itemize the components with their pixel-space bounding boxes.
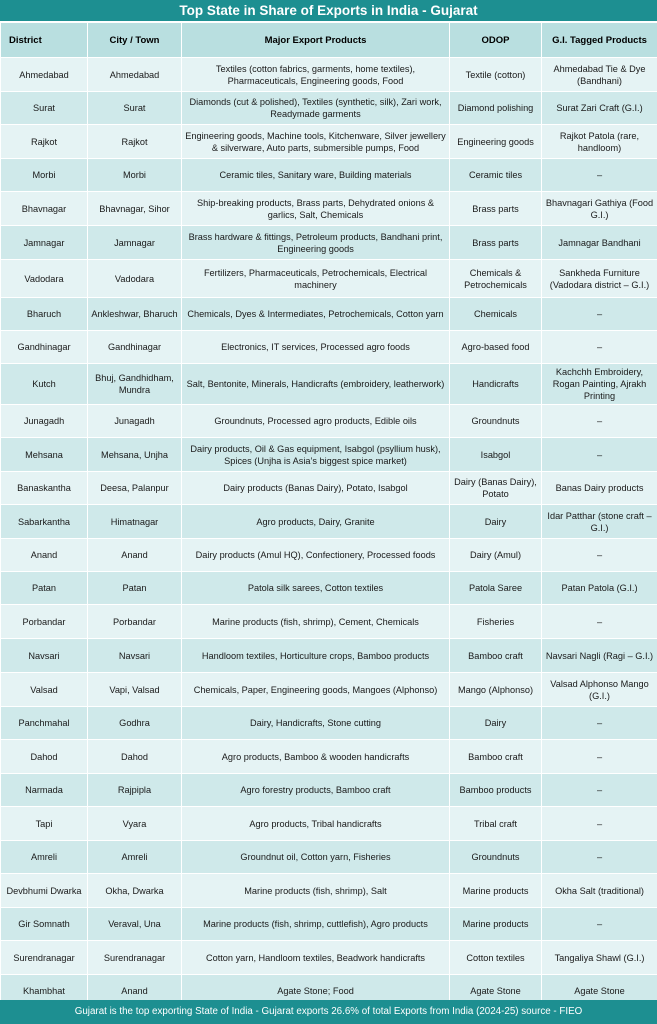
gi-cell: Navsari Nagli (Ragi – G.I.) bbox=[542, 639, 657, 673]
city-cell: Godhra bbox=[88, 707, 182, 740]
district-cell: Surat bbox=[1, 92, 88, 125]
header-products: Major Export Products bbox=[182, 23, 450, 58]
products-cell: Agate Stone; Food bbox=[182, 975, 450, 1008]
odop-cell: Patola Saree bbox=[450, 572, 542, 605]
district-cell: Surendranagar bbox=[1, 941, 88, 975]
city-cell: Okha, Dwarka bbox=[88, 874, 182, 908]
odop-cell: Handicrafts bbox=[450, 364, 542, 405]
district-cell: Dahod bbox=[1, 740, 88, 774]
products-cell: Marine products (fish, shrimp), Cement, Chemicals bbox=[182, 605, 450, 639]
city-cell: Mehsana, Unjha bbox=[88, 438, 182, 472]
city-cell: Ahmedabad bbox=[88, 58, 182, 92]
products-cell: Groundnut oil, Cotton yarn, Fisheries bbox=[182, 841, 450, 874]
gi-cell: – bbox=[542, 740, 657, 774]
district-cell: Bharuch bbox=[1, 298, 88, 331]
gi-cell: Bhavnagari Gathiya (Food G.I.) bbox=[542, 192, 657, 226]
odop-cell: Agate Stone bbox=[450, 975, 542, 1008]
odop-cell: Cotton textiles bbox=[450, 941, 542, 975]
table-row bbox=[1, 740, 657, 774]
city-cell: Bhavnagar, Sihor bbox=[88, 192, 182, 226]
odop-cell: Bamboo products bbox=[450, 774, 542, 807]
city-cell: Ankleshwar, Bharuch bbox=[88, 298, 182, 331]
table-row bbox=[1, 125, 657, 159]
district-cell: Mehsana bbox=[1, 438, 88, 472]
odop-cell: Bamboo craft bbox=[450, 639, 542, 673]
odop-cell: Marine products bbox=[450, 908, 542, 941]
table-row bbox=[1, 707, 657, 740]
district-cell: Patan bbox=[1, 572, 88, 605]
footer-note: Gujarat is the top exporting State of India - Gujarat exports 26.6% of total Exports from India (2024-25) source - FIEO bbox=[0, 1000, 657, 1024]
table-row bbox=[1, 405, 657, 438]
city-cell: Vadodara bbox=[88, 260, 182, 298]
city-cell: Bhuj, Gandhidham, Mundra bbox=[88, 364, 182, 405]
table-row bbox=[1, 673, 657, 707]
gi-cell: Kachchh Embroidery, Rogan Painting, Ajrakh Printing bbox=[542, 364, 657, 405]
gi-cell: – bbox=[542, 908, 657, 941]
products-cell: Cotton yarn, Handloom textiles, Beadwork handicrafts bbox=[182, 941, 450, 975]
table-row bbox=[1, 639, 657, 673]
odop-cell: Chemicals & Petrochemicals bbox=[450, 260, 542, 298]
odop-cell: Dairy bbox=[450, 707, 542, 740]
gi-cell: – bbox=[542, 539, 657, 572]
gi-cell: Idar Patthar (stone craft – G.I.) bbox=[542, 505, 657, 539]
products-cell: Textiles (cotton fabrics, garments, home textiles), Pharmaceuticals, Engineering goods, Food bbox=[182, 58, 450, 92]
table-row bbox=[1, 472, 657, 505]
district-cell: Navsari bbox=[1, 639, 88, 673]
table-row bbox=[1, 539, 657, 572]
table-row bbox=[1, 941, 657, 975]
products-cell: Agro products, Dairy, Granite bbox=[182, 505, 450, 539]
city-cell: Porbandar bbox=[88, 605, 182, 639]
header-odop: ODOP bbox=[450, 23, 542, 58]
city-cell: Himatnagar bbox=[88, 505, 182, 539]
table-row bbox=[1, 841, 657, 874]
city-cell: Morbi bbox=[88, 159, 182, 192]
gi-cell: – bbox=[542, 405, 657, 438]
table-row bbox=[1, 505, 657, 539]
gi-cell: Okha Salt (traditional) bbox=[542, 874, 657, 908]
district-cell: Porbandar bbox=[1, 605, 88, 639]
district-cell: Kutch bbox=[1, 364, 88, 405]
products-cell: Ship-breaking products, Brass parts, Dehydrated onions & garlics, Salt, Chemicals bbox=[182, 192, 450, 226]
gi-cell: – bbox=[542, 605, 657, 639]
odop-cell: Isabgol bbox=[450, 438, 542, 472]
table-row bbox=[1, 159, 657, 192]
district-cell: Ahmedabad bbox=[1, 58, 88, 92]
city-cell: Gandhinagar bbox=[88, 331, 182, 364]
table-row bbox=[1, 572, 657, 605]
city-cell: Amreli bbox=[88, 841, 182, 874]
odop-cell: Bamboo craft bbox=[450, 740, 542, 774]
table-row bbox=[1, 438, 657, 472]
district-cell: Panchmahal bbox=[1, 707, 88, 740]
gi-cell: Rajkot Patola (rare, handloom) bbox=[542, 125, 657, 159]
table-row bbox=[1, 908, 657, 941]
gi-cell: Agate Stone bbox=[542, 975, 657, 1008]
city-cell: Junagadh bbox=[88, 405, 182, 438]
odop-cell: Mango (Alphonso) bbox=[450, 673, 542, 707]
products-cell: Marine products (fish, shrimp, cuttlefish), Agro products bbox=[182, 908, 450, 941]
odop-cell: Dairy bbox=[450, 505, 542, 539]
gi-cell: – bbox=[542, 841, 657, 874]
district-cell: Tapi bbox=[1, 807, 88, 841]
gi-cell: – bbox=[542, 774, 657, 807]
odop-cell: Groundnuts bbox=[450, 841, 542, 874]
products-cell: Agro forestry products, Bamboo craft bbox=[182, 774, 450, 807]
table-row bbox=[1, 807, 657, 841]
district-cell: Sabarkantha bbox=[1, 505, 88, 539]
gi-cell: – bbox=[542, 707, 657, 740]
district-cell: Narmada bbox=[1, 774, 88, 807]
page-title: Top State in Share of Exports in India - Gujarat bbox=[0, 0, 657, 22]
gi-cell: Tangaliya Shawl (G.I.) bbox=[542, 941, 657, 975]
district-cell: Junagadh bbox=[1, 405, 88, 438]
products-cell: Diamonds (cut & polished), Textiles (synthetic, silk), Zari work, Readymade garments bbox=[182, 92, 450, 125]
exports-table bbox=[0, 22, 657, 1008]
table-row bbox=[1, 260, 657, 298]
products-cell: Chemicals, Paper, Engineering goods, Mangoes (Alphonso) bbox=[182, 673, 450, 707]
city-cell: Surendranagar bbox=[88, 941, 182, 975]
gi-cell: – bbox=[542, 159, 657, 192]
products-cell: Patola silk sarees, Cotton textiles bbox=[182, 572, 450, 605]
products-cell: Dairy, Handicrafts, Stone cutting bbox=[182, 707, 450, 740]
odop-cell: Fisheries bbox=[450, 605, 542, 639]
odop-cell: Groundnuts bbox=[450, 405, 542, 438]
city-cell: Anand bbox=[88, 539, 182, 572]
gi-cell: Surat Zari Craft (G.I.) bbox=[542, 92, 657, 125]
district-cell: Rajkot bbox=[1, 125, 88, 159]
header-gi: G.I. Tagged Products bbox=[542, 23, 657, 58]
products-cell: Ceramic tiles, Sanitary ware, Building materials bbox=[182, 159, 450, 192]
table-row bbox=[1, 298, 657, 331]
gi-cell: Ahmedabad Tie & Dye (Bandhani) bbox=[542, 58, 657, 92]
products-cell: Chemicals, Dyes & Intermediates, Petrochemicals, Cotton yarn bbox=[182, 298, 450, 331]
district-cell: Amreli bbox=[1, 841, 88, 874]
odop-cell: Diamond polishing bbox=[450, 92, 542, 125]
district-cell: Khambhat bbox=[1, 975, 88, 1008]
district-cell: Gir Somnath bbox=[1, 908, 88, 941]
gi-cell: – bbox=[542, 331, 657, 364]
table-row bbox=[1, 58, 657, 92]
table-row bbox=[1, 92, 657, 125]
gi-cell: Sankheda Furniture (Vadodara district – G.I.) bbox=[542, 260, 657, 298]
products-cell: Electronics, IT services, Processed agro foods bbox=[182, 331, 450, 364]
gi-cell: Valsad Alphonso Mango (G.I.) bbox=[542, 673, 657, 707]
odop-cell: Dairy (Banas Dairy), Potato bbox=[450, 472, 542, 505]
table-row bbox=[1, 192, 657, 226]
table-header-row bbox=[1, 23, 657, 58]
products-cell: Engineering goods, Machine tools, Kitchenware, Silver jewellery & silverware, Auto parts, submersible pumps, Food bbox=[182, 125, 450, 159]
odop-cell: Marine products bbox=[450, 874, 542, 908]
district-cell: Banaskantha bbox=[1, 472, 88, 505]
city-cell: Veraval, Una bbox=[88, 908, 182, 941]
city-cell: Surat bbox=[88, 92, 182, 125]
city-cell: Rajkot bbox=[88, 125, 182, 159]
products-cell: Dairy products (Amul HQ), Confectionery, Processed foods bbox=[182, 539, 450, 572]
odop-cell: Brass parts bbox=[450, 192, 542, 226]
district-cell: Vadodara bbox=[1, 260, 88, 298]
city-cell: Patan bbox=[88, 572, 182, 605]
odop-cell: Brass parts bbox=[450, 226, 542, 260]
table-row bbox=[1, 605, 657, 639]
products-cell: Groundnuts, Processed agro products, Edible oils bbox=[182, 405, 450, 438]
odop-cell: Tribal craft bbox=[450, 807, 542, 841]
district-cell: Bhavnagar bbox=[1, 192, 88, 226]
products-cell: Agro products, Bamboo & wooden handicrafts bbox=[182, 740, 450, 774]
district-cell: Anand bbox=[1, 539, 88, 572]
city-cell: Dahod bbox=[88, 740, 182, 774]
gi-cell: – bbox=[542, 438, 657, 472]
table-row bbox=[1, 364, 657, 405]
city-cell: Anand bbox=[88, 975, 182, 1008]
gi-cell: – bbox=[542, 807, 657, 841]
products-cell: Marine products (fish, shrimp), Salt bbox=[182, 874, 450, 908]
district-cell: Gandhinagar bbox=[1, 331, 88, 364]
gi-cell: Jamnagar Bandhani bbox=[542, 226, 657, 260]
products-cell: Fertilizers, Pharmaceuticals, Petrochemicals, Electrical machinery bbox=[182, 260, 450, 298]
city-cell: Vyara bbox=[88, 807, 182, 841]
products-cell: Dairy products, Oil & Gas equipment, Isabgol (psyllium husk), Spices (Unjha is Asia’s biggest spice market) bbox=[182, 438, 450, 472]
table-row bbox=[1, 226, 657, 260]
products-cell: Agro products, Tribal handicrafts bbox=[182, 807, 450, 841]
city-cell: Navsari bbox=[88, 639, 182, 673]
odop-cell: Chemicals bbox=[450, 298, 542, 331]
odop-cell: Textile (cotton) bbox=[450, 58, 542, 92]
city-cell: Jamnagar bbox=[88, 226, 182, 260]
products-cell: Salt, Bentonite, Minerals, Handicrafts (embroidery, leatherwork) bbox=[182, 364, 450, 405]
table-row bbox=[1, 874, 657, 908]
table-row bbox=[1, 774, 657, 807]
header-city: City / Town bbox=[88, 23, 182, 58]
header-district: District bbox=[1, 23, 88, 58]
products-cell: Handloom textiles, Horticulture crops, Bamboo products bbox=[182, 639, 450, 673]
city-cell: Deesa, Palanpur bbox=[88, 472, 182, 505]
odop-cell: Ceramic tiles bbox=[450, 159, 542, 192]
city-cell: Vapi, Valsad bbox=[88, 673, 182, 707]
district-cell: Morbi bbox=[1, 159, 88, 192]
odop-cell: Agro-based food bbox=[450, 331, 542, 364]
city-cell: Rajpipla bbox=[88, 774, 182, 807]
district-cell: Devbhumi Dwarka bbox=[1, 874, 88, 908]
district-cell: Jamnagar bbox=[1, 226, 88, 260]
gi-cell: Patan Patola (G.I.) bbox=[542, 572, 657, 605]
gi-cell: Banas Dairy products bbox=[542, 472, 657, 505]
district-cell: Valsad bbox=[1, 673, 88, 707]
products-cell: Dairy products (Banas Dairy), Potato, Isabgol bbox=[182, 472, 450, 505]
table-row bbox=[1, 331, 657, 364]
products-cell: Brass hardware & fittings, Petroleum products, Bandhani print, Engineering goods bbox=[182, 226, 450, 260]
gi-cell: – bbox=[542, 298, 657, 331]
odop-cell: Dairy (Amul) bbox=[450, 539, 542, 572]
odop-cell: Engineering goods bbox=[450, 125, 542, 159]
